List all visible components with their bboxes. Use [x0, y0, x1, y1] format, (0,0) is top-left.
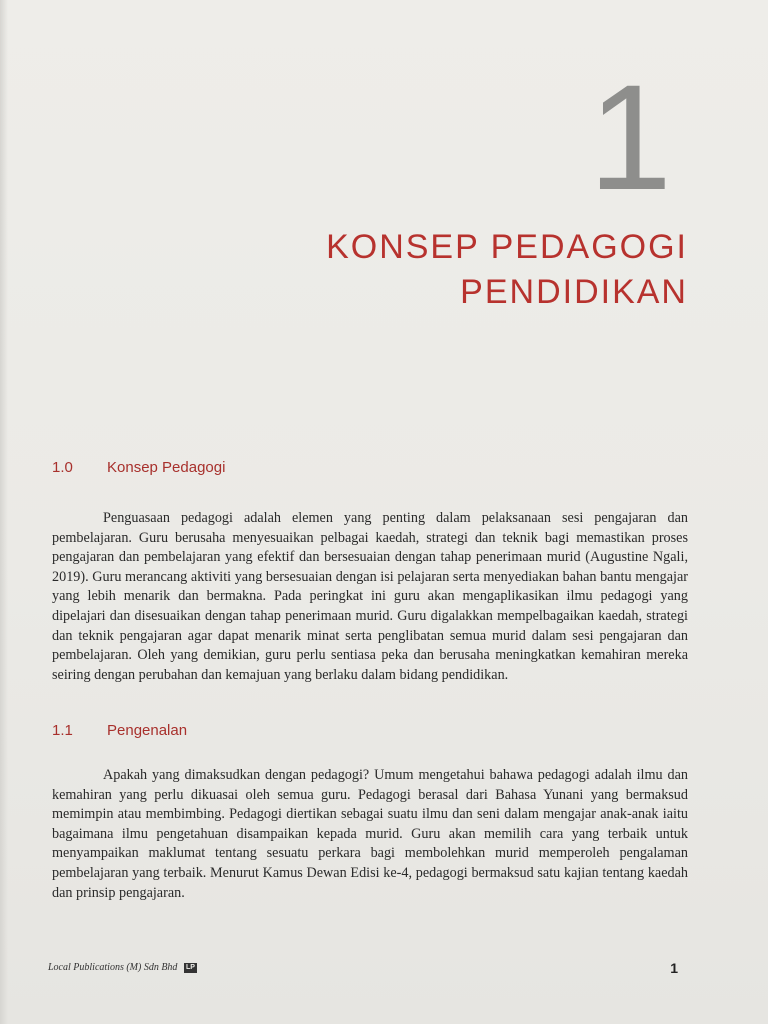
- section-paragraph-1-1: Apakah yang dimaksudkan dengan pedagogi? Umum mengetahui bahawa pedagogi adalah ilmu dan kemahiran yang perlu dikuasai oleh semua guru. Pedagogi berasal dari Bahasa Yunani yang bermaksud memimpin atau membimbing. Pedagogi diertikan sebagai suatu ilmu dan seni dalam mengajar anak-anak iaitu bagaimana ilmu pengetahuan disampaikan kepada murid. Guru akan memilih cara yang terbaik untuk menyampaikan maklumat tentang sesuatu perkara bagi membolehkan murid memperoleh pengalaman pembelajaran yang terbaik. Menurut Kamus Dewan Edisi ke-4, pedagogi bermaksud satu kajian tentang kaedah dan prinsip pengajaran.: [52, 767, 688, 901]
- section-title: Konsep Pedagogi: [107, 459, 226, 476]
- publisher-name: Local Publications (M) Sdn Bhd: [48, 962, 178, 973]
- page-gutter-shadow: [0, 0, 8, 1024]
- publisher-logo-icon: LP: [185, 964, 195, 971]
- chapter-title-line-1: KONSEP PEDAGOGI: [326, 228, 688, 266]
- section-heading-1-1: [52, 722, 187, 739]
- page-number: 1: [670, 960, 678, 976]
- chapter-title: [326, 225, 688, 315]
- footer-publisher: [48, 962, 197, 973]
- section-heading-1-0: [52, 459, 225, 476]
- chapter-title-line-2: PENDIDIKAN: [460, 273, 688, 311]
- section-number: 1.0: [52, 459, 73, 476]
- section-paragraph-1-0: Penguasaan pedagogi adalah elemen yang penting dalam pelaksanaan sesi pengajaran dan pembelajaran. Guru berusaha menyesuaikan pelbagai kaedah, strategi dan teknik bagi memastikan proses pengajaran dan pembelajaran yang efektif dan bersesuaian dengan tahap penerimaan murid (Augustine Ngali, 2019). Guru merancang aktiviti yang bersesuaian dengan isi pelajaran serta menyediakan bahan bantu mengajar yang lebih menarik dan bermakna. Pada peringkat ini guru akan mengaplikasikan ilmu pedagogi yang dipelajari dan disesuaikan dengan tahap penerimaan murid. Guru digalakkan mempelbagaikan kaedah, strategi dan teknik pengajaran agar dapat menarik minat serta penglibatan semua murid dalam sesi pengajaran dan pembelajaran. Oleh yang demikian, guru perlu sentiasa peka dan berusaha meningkatkan kemahiran mereka seiring dengan perubahan dan kemajuan yang berlaku dalam bidang pendidikan.: [52, 510, 688, 683]
- chapter-number: 1: [588, 53, 668, 221]
- section-number: 1.1: [52, 722, 73, 739]
- section-title: Pengenalan: [107, 722, 188, 739]
